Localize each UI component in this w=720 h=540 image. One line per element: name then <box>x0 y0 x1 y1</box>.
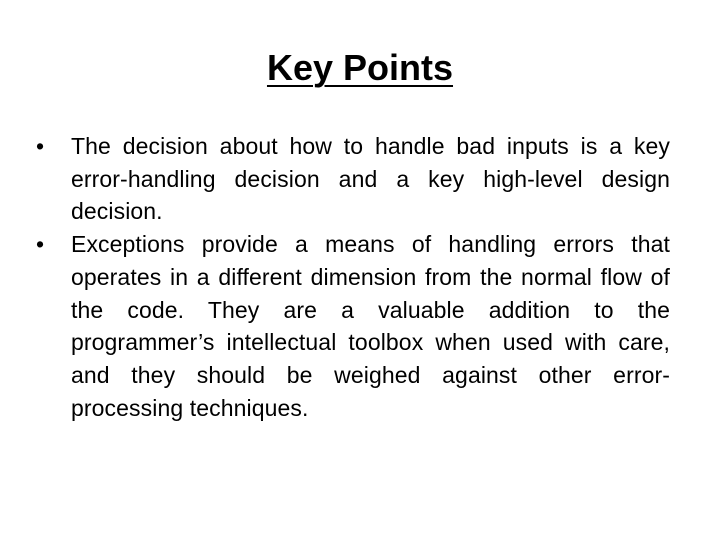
bullet-text: The decision about how to handle bad inputs is a key error-handling decision and a key high-level design decision. <box>71 133 670 225</box>
title-text: Key Points <box>266 47 454 88</box>
bullet-list <box>36 130 670 424</box>
bullet-icon: • <box>36 133 45 159</box>
slide-title <box>0 44 720 92</box>
bullet-item <box>36 228 670 424</box>
bullet-icon: • <box>36 231 45 258</box>
bullet-text: Exceptions provide a means of handling errors that operates in a different dimension from the normal flow of the code. They are a valuable addition to the programmer’s intellectual toolbox when used with care, and they should be weighed against other error-processing techniques. <box>71 231 670 421</box>
bullet-item <box>36 130 670 228</box>
